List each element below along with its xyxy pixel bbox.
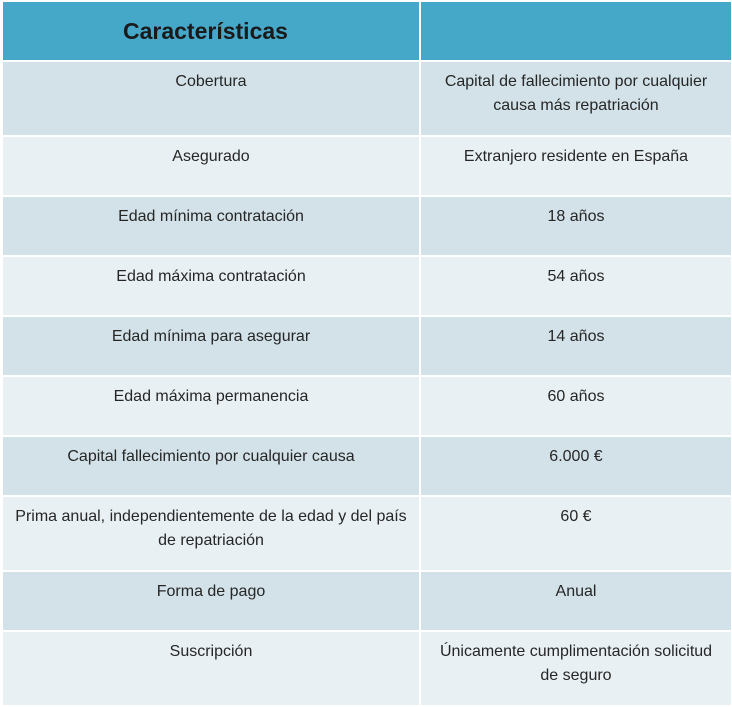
row-value: 14 años: [420, 316, 732, 376]
row-label: Edad máxima contratación: [2, 256, 420, 316]
table-header-empty: [420, 1, 732, 61]
row-label: Forma de pago: [2, 571, 420, 631]
characteristics-table: [1, 0, 732, 707]
table-row: [2, 436, 732, 496]
row-value: Extranjero residente en España: [420, 136, 732, 196]
row-value: Capital de fallecimiento por cualquier causa más repatriación: [420, 61, 732, 136]
table-header-title: Características: [2, 1, 420, 61]
table-row: [2, 631, 732, 706]
row-label: Capital fallecimiento por cualquier causa: [2, 436, 420, 496]
row-value: Anual: [420, 571, 732, 631]
row-value: 60 €: [420, 496, 732, 571]
table-row: [2, 196, 732, 256]
table-row: [2, 316, 732, 376]
table-row: [2, 256, 732, 316]
row-value: 18 años: [420, 196, 732, 256]
table-row: [2, 496, 732, 571]
row-label: Edad mínima para asegurar: [2, 316, 420, 376]
row-value: Únicamente cumplimentación solicitud de seguro: [420, 631, 732, 706]
row-label: Cobertura: [2, 61, 420, 136]
row-label: Edad máxima permanencia: [2, 376, 420, 436]
row-value: 54 años: [420, 256, 732, 316]
table-row: [2, 571, 732, 631]
table-header-row: [2, 1, 732, 61]
row-label: Prima anual, independientemente de la edad y del país de repatriación: [2, 496, 420, 571]
row-value: 60 años: [420, 376, 732, 436]
table-row: [2, 136, 732, 196]
row-label: Suscripción: [2, 631, 420, 706]
row-label: Edad mínima contratación: [2, 196, 420, 256]
table-row: [2, 376, 732, 436]
row-label: Asegurado: [2, 136, 420, 196]
table-row: [2, 61, 732, 136]
row-value: 6.000 €: [420, 436, 732, 496]
